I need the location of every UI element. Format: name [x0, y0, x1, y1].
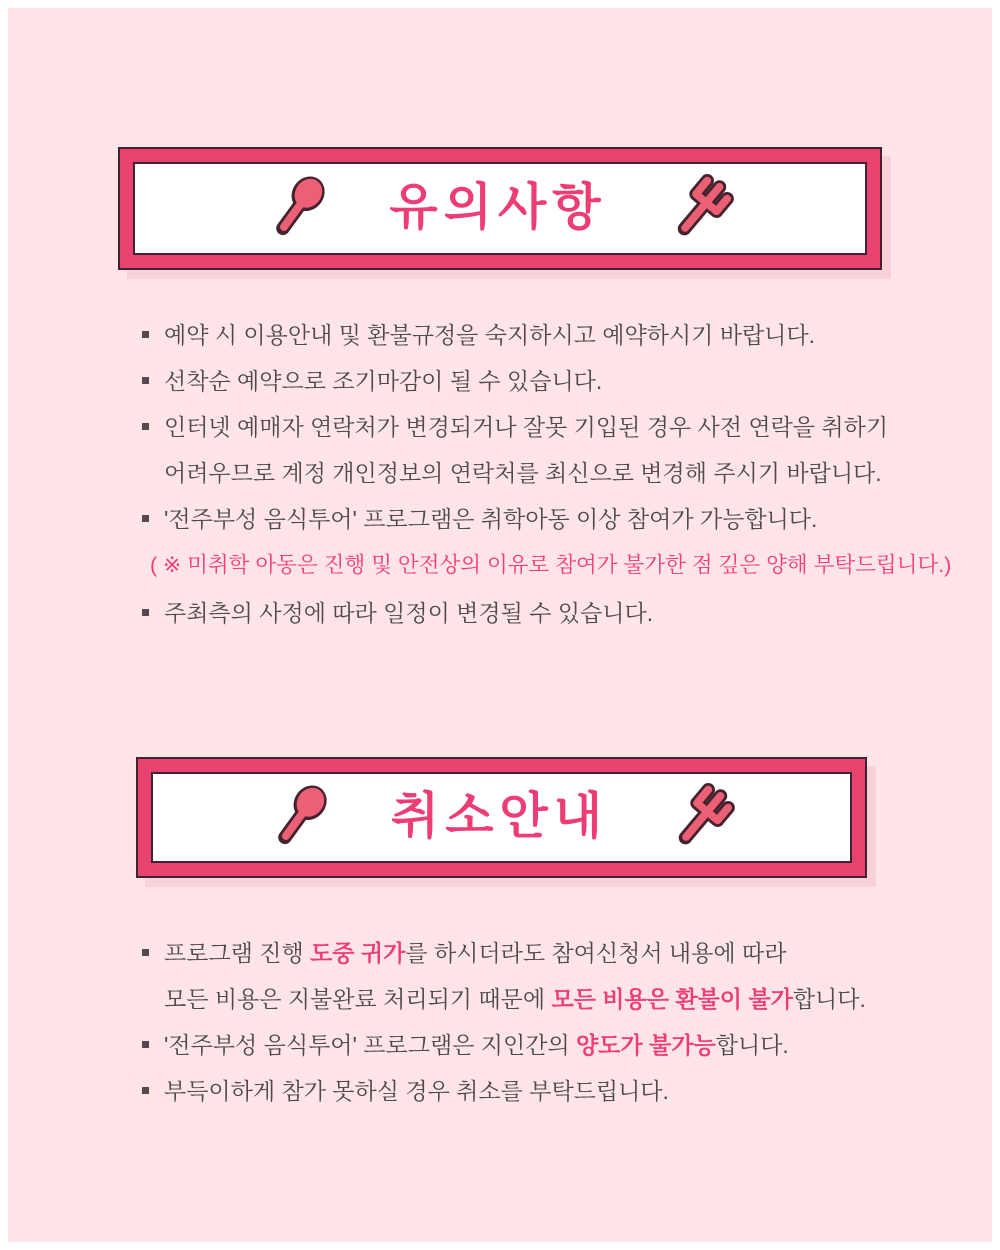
list-item [140, 598, 962, 628]
list-text: 모든 비용은 지불완료 처리되기 때문에 모든 비용은 환불이 불가합니다. [164, 986, 866, 1012]
list-item [140, 504, 962, 534]
spoon-icon [258, 771, 342, 860]
notice-banner-inner [133, 162, 867, 255]
list-item [140, 412, 962, 442]
bullet-square-icon [140, 366, 164, 396]
bullet-square-icon [140, 504, 164, 534]
fork-icon [657, 164, 744, 252]
list-item [140, 938, 962, 968]
page-background [8, 8, 992, 1242]
highlighted-text: 양도가 불가능 [576, 1032, 716, 1058]
list-text: 예약 시 이용안내 및 환불규정을 숙지하시고 예약하시기 바랍니다. [164, 322, 816, 348]
bullet-square-icon [140, 938, 164, 968]
bullet-spacer [140, 984, 164, 1014]
bullet-square-icon [140, 598, 164, 628]
list-text: '전주부성 음식투어' 프로그램은 취학아동 이상 참여가 가능합니다. [164, 506, 818, 532]
list-item [140, 320, 962, 350]
bullet-square-icon [140, 412, 164, 442]
spoon-icon [256, 162, 340, 251]
list-text: 주최측의 사정에 따라 일정이 변경될 수 있습니다. [164, 600, 654, 626]
cancel-banner [136, 757, 867, 878]
fork-icon [659, 773, 746, 861]
list-text: '전주부성 음식투어' 프로그램은 지인간의 양도가 불가능합니다. [164, 1032, 789, 1058]
list-text: 프로그램 진행 도중 귀가를 하시더라도 참여신청서 내용에 따라 [164, 940, 787, 966]
notice-list [140, 320, 962, 644]
bullet-spacer [132, 550, 150, 580]
highlighted-text: 모든 비용은 환불이 불가 [551, 986, 793, 1012]
cancel-list [140, 938, 962, 1122]
list-text: 인터넷 예매자 연락처가 변경되거나 잘못 기입된 경우 사전 연락을 취하기 [164, 414, 889, 440]
list-item [140, 1030, 962, 1060]
cancel-banner-inner [151, 772, 852, 863]
list-item [140, 366, 962, 396]
list-text: 부득이하게 참가 못하실 경우 취소를 부탁드립니다. [164, 1078, 669, 1104]
notice-banner [118, 147, 882, 270]
cancel-title: 취소안내 [390, 787, 609, 844]
list-item [140, 1076, 962, 1106]
bullet-square-icon [140, 1076, 164, 1106]
list-text: 선착순 예약으로 조기마감이 될 수 있습니다. [164, 368, 603, 394]
list-text: ( ※ 미취학 아동은 진행 및 안전상의 이유로 참여가 불가한 점 깊은 양해 부탁드립니다.) [150, 553, 952, 577]
list-item-continuation [140, 458, 962, 488]
bullet-spacer [140, 458, 164, 488]
list-item-continuation [132, 550, 962, 580]
notice-title: 유의사항 [389, 178, 607, 235]
bullet-square-icon [140, 1030, 164, 1060]
highlighted-text: 도중 귀가 [310, 940, 406, 966]
bullet-square-icon [140, 320, 164, 350]
list-text: 어려우므로 계정 개인정보의 연락처를 최신으로 변경해 주시기 바랍니다. [164, 460, 882, 486]
list-item-continuation [140, 984, 962, 1014]
